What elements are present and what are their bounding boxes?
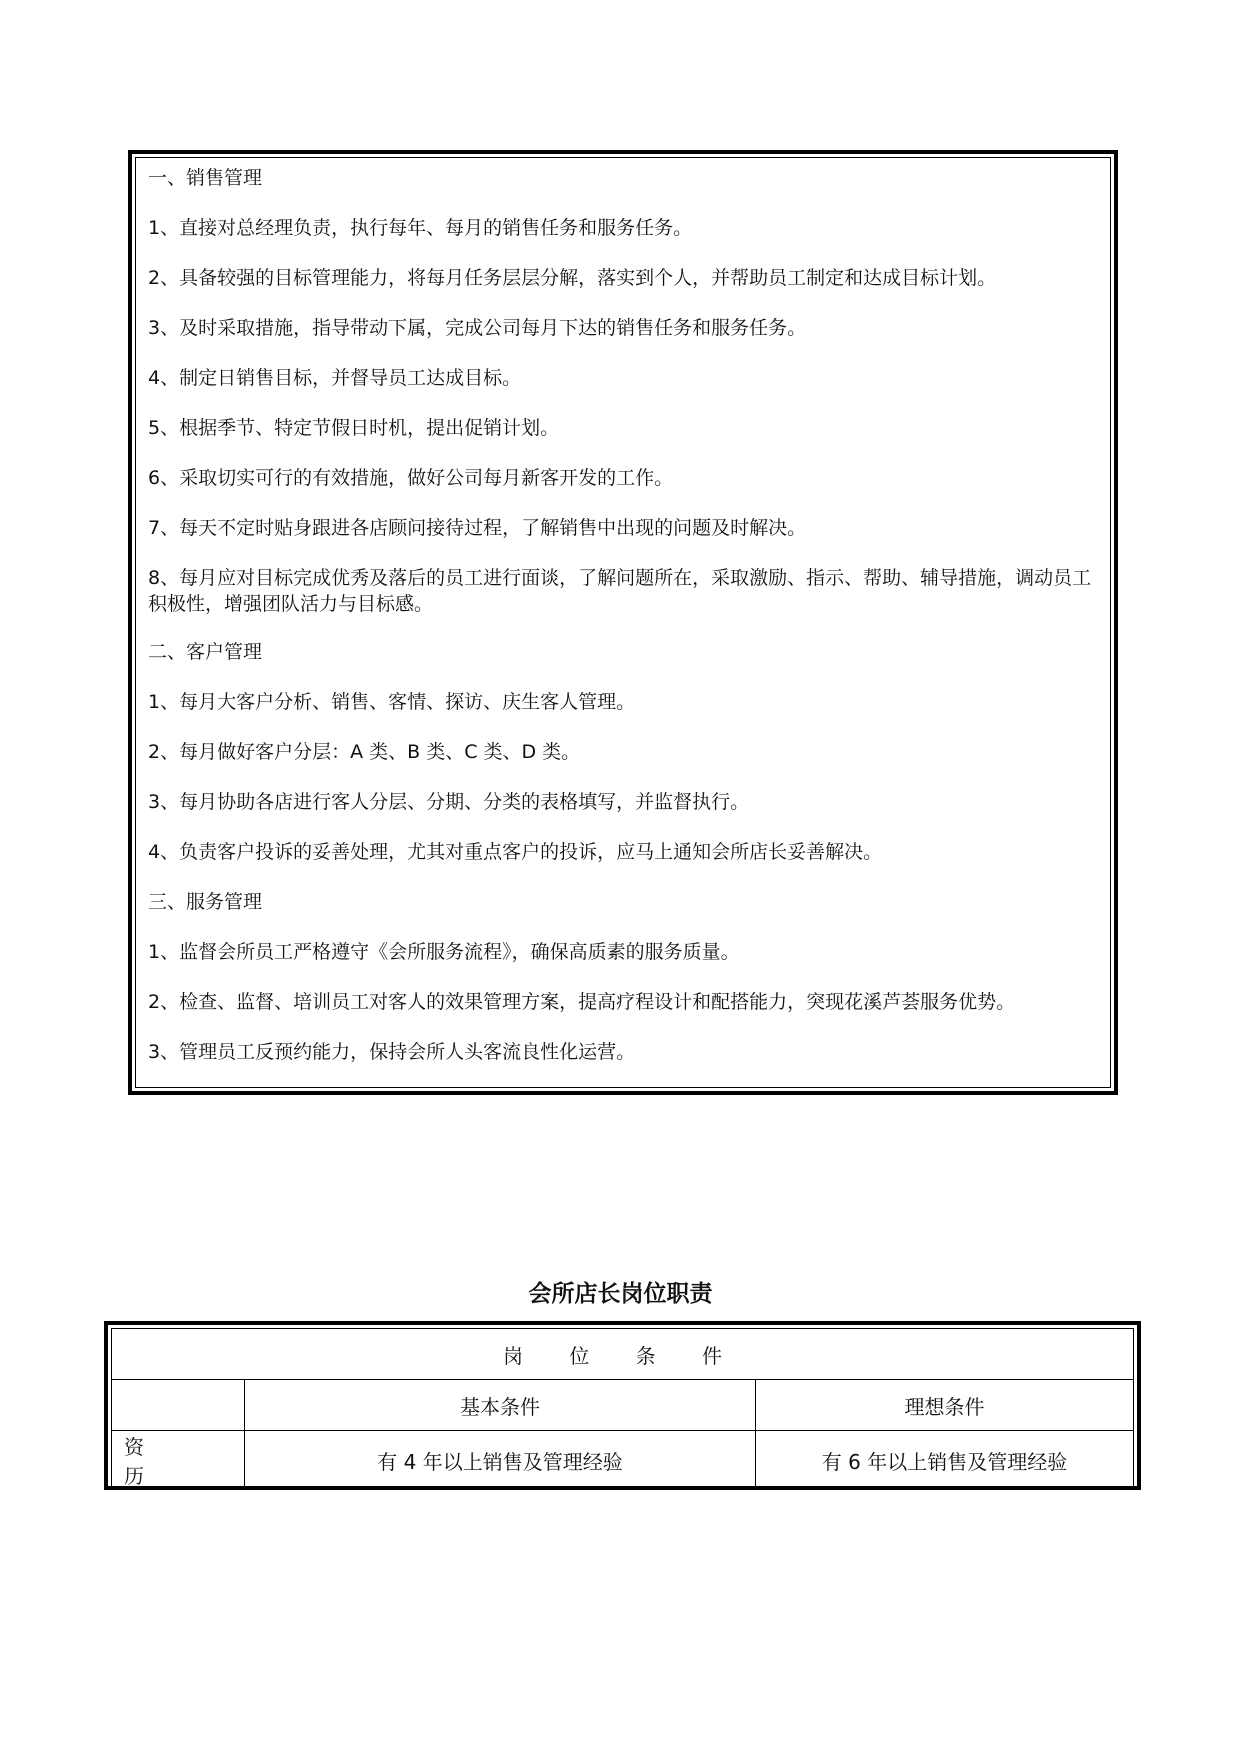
duty-item: 1、监督会所员工严格遵守《会所服务流程》，确保高质素的服务质量。	[148, 941, 740, 963]
section-heading-sales: 一、销售管理	[148, 167, 263, 189]
cell-basic-experience: 有 4 年以上销售及管理经验	[245, 1431, 756, 1490]
row-label: 资 历	[124, 1435, 188, 1488]
duty-item: 3、管理员工反预约能力，保持会所人头客流良性化运营。	[148, 1041, 636, 1063]
conditions-table	[111, 1328, 1134, 1490]
column-header-ideal: 理想条件	[756, 1380, 1134, 1431]
duty-item: 7、每天不定时贴身跟进各店顾问接待过程，了解销售中出现的问题及时解决。	[148, 517, 807, 539]
duty-item: 4、制定日销售目标，并督导员工达成目标。	[148, 367, 522, 389]
table-row	[112, 1380, 1134, 1431]
duty-item: 2、具备较强的目标管理能力，将每月任务层层分解，落实到个人，并帮助员工制定和达成目标计划。	[148, 267, 997, 289]
row-label-cell	[112, 1431, 245, 1490]
duties-box	[128, 150, 1118, 1095]
empty-cell	[112, 1380, 245, 1431]
duty-item: 1、每月大客户分析、销售、客情、探访、庆生客人管理。	[148, 691, 636, 713]
section-heading-customer: 二、客户管理	[148, 641, 263, 663]
table-row	[112, 1431, 1134, 1490]
conditions-header: 岗 位 条 件	[502, 1343, 743, 1368]
conditions-table-frame	[104, 1321, 1141, 1490]
column-header-basic: 基本条件	[245, 1380, 756, 1431]
duty-item: 8、每月应对目标完成优秀及落后的员工进行面谈，了解问题所在，采取激励、指示、帮助、辅导措施，调动员工积极性，增强团队活力与目标感。	[148, 567, 1092, 615]
duty-item: 5、根据季节、特定节假日时机，提出促销计划。	[148, 417, 560, 439]
cell-ideal-experience: 有 6 年以上销售及管理经验	[756, 1431, 1134, 1490]
duty-item: 4、负责客户投诉的妥善处理，尤其对重点客户的投诉，应马上通知会所店长妥善解决。	[148, 841, 883, 863]
duty-item: 2、每月做好客户分层：A 类、B 类、C 类、D 类。	[148, 741, 581, 763]
duty-item: 3、每月协助各店进行客人分层、分期、分类的表格填写，并监督执行。	[148, 791, 750, 813]
duties-box-inner	[135, 157, 1111, 1088]
section-heading-service: 三、服务管理	[148, 891, 263, 913]
duty-item: 6、采取切实可行的有效措施，做好公司每月新客开发的工作。	[148, 467, 674, 489]
duty-item: 3、及时采取措施，指导带动下属，完成公司每月下达的销售任务和服务任务。	[148, 317, 807, 339]
duty-item: 1、直接对总经理负责，执行每年、每月的销售任务和服务任务。	[148, 217, 693, 239]
document-title: 会所店长岗位职责	[528, 1281, 713, 1307]
duty-item: 2、检查、监督、培训员工对客人的效果管理方案，提高疗程设计和配搭能力，突现花溪芦荟服务优势。	[148, 991, 1016, 1013]
table-row	[112, 1329, 1134, 1380]
conditions-header-cell	[112, 1329, 1134, 1380]
